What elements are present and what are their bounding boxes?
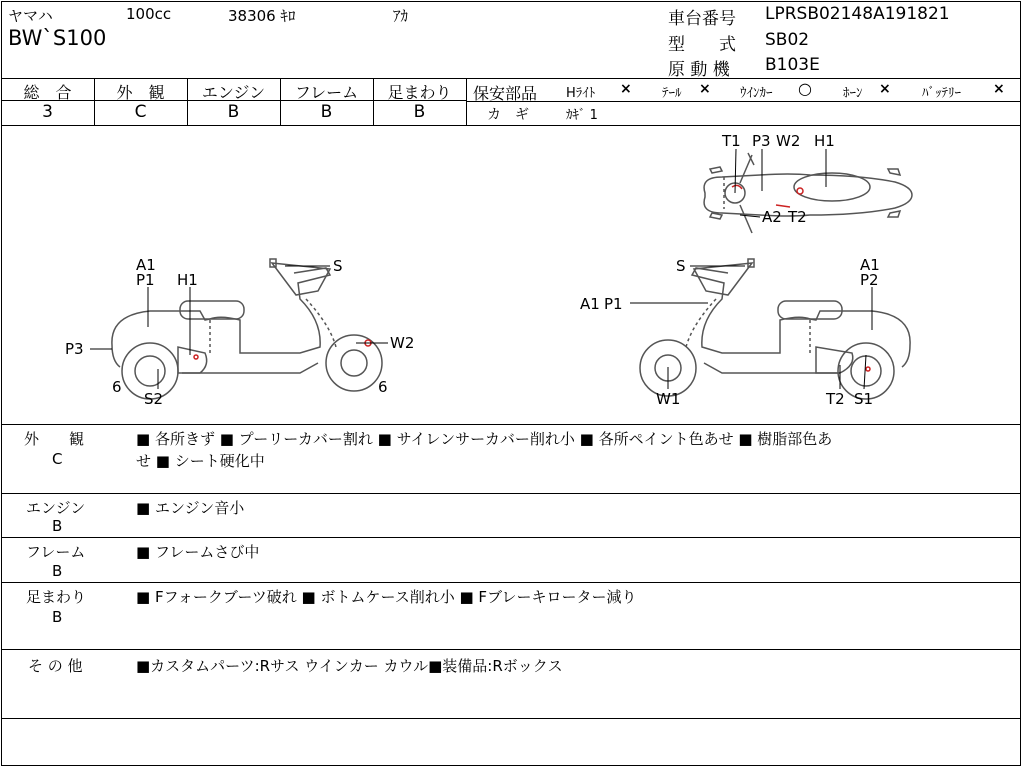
- key-label: カ ギ: [487, 107, 529, 123]
- remark-label: そ の 他: [28, 657, 83, 675]
- maker: ヤマハ: [8, 7, 53, 25]
- damage-diagram: [0, 125, 1024, 425]
- grade-suspension-value: B: [413, 102, 426, 122]
- color: ｱｶ: [393, 7, 409, 25]
- diagram-label: 6: [378, 378, 388, 396]
- diagram-label: W2: [390, 334, 415, 352]
- chassis-label: 車台番号: [668, 9, 736, 29]
- diagram-label: T2: [788, 208, 807, 226]
- type-label: 型 式: [668, 35, 736, 55]
- diagram-label: S: [676, 257, 686, 275]
- grade-frame-label: フレーム: [294, 83, 359, 102]
- divider: [466, 101, 1021, 102]
- model-name: BW`S100: [8, 26, 107, 50]
- safety-item-status: ○: [798, 79, 812, 98]
- divider: [1, 493, 1021, 494]
- engine-model-value: B103E: [765, 55, 820, 75]
- divider: [1, 537, 1021, 538]
- diagram-label: A1: [860, 256, 880, 274]
- displacement: 100cc: [126, 5, 172, 23]
- remark-grade: B: [52, 562, 63, 580]
- safety-item-status: ×: [993, 81, 1005, 97]
- remark-grade: C: [52, 450, 63, 468]
- safety-parts-label: 保安部品: [473, 84, 538, 103]
- diagram-labels: [65, 132, 880, 408]
- divider: [1, 649, 1021, 650]
- remark-label: エンジン: [26, 499, 86, 517]
- diagram-label: P3: [65, 340, 84, 358]
- remark-text: ■ フレームさび中: [136, 543, 260, 561]
- diagram-label: A2: [762, 208, 782, 226]
- divider: [1, 424, 1021, 425]
- grade-exterior-label: 外 観: [116, 83, 165, 102]
- remark-grade: B: [52, 517, 63, 535]
- diagram-label: T2: [826, 390, 845, 408]
- diagram-label: A1: [136, 256, 156, 274]
- safety-item-name: Hﾗｲﾄ: [566, 86, 596, 101]
- grade-engine-label: エンジン: [201, 83, 266, 102]
- remark-label: フレーム: [26, 543, 86, 561]
- diagram-label: H1: [814, 132, 835, 150]
- chassis-value: LPRSB02148A191821: [765, 4, 950, 24]
- diagram-label: W1: [656, 390, 681, 408]
- safety-item-name: ﾎｰﾝ: [843, 86, 863, 101]
- remark-text: ■ Fフォークブーツ破れ ■ ボトムケース削れ小 ■ Fブレーキローター減り: [136, 588, 637, 606]
- divider: [1, 582, 1021, 583]
- diagram-label: W2: [776, 132, 801, 150]
- safety-item-status: ×: [699, 81, 711, 97]
- safety-item-status: ×: [879, 81, 891, 97]
- grade-frame-value: B: [320, 102, 333, 122]
- type-value: SB02: [765, 30, 810, 50]
- diagram-label: H1: [177, 271, 198, 289]
- diagram-label: P1: [136, 271, 155, 289]
- remark-text: ■ エンジン音小: [136, 499, 245, 517]
- grade-exterior-value: C: [134, 102, 147, 122]
- diagram-label: 6: [112, 378, 122, 396]
- remark-grade: B: [52, 608, 63, 626]
- safety-item-name: ｳｲﾝｶｰ: [740, 86, 773, 101]
- safety-item-status: ×: [620, 81, 632, 97]
- grade-overall-label: 総 合: [23, 83, 72, 102]
- divider: [1, 78, 1021, 79]
- diagram-label: S2: [144, 390, 164, 408]
- mileage: 38306 ｷﾛ: [228, 7, 296, 25]
- safety-item-name: ﾃｰﾙ: [662, 86, 682, 101]
- diagram-label: S: [333, 257, 343, 275]
- diagram-label: P1: [604, 295, 623, 313]
- divider: [1, 718, 1021, 719]
- diagram-label: T1: [722, 132, 741, 150]
- diagram-label: P3: [752, 132, 771, 150]
- grade-overall-value: 3: [42, 102, 53, 122]
- diagram-label: P2: [860, 271, 879, 289]
- divider: [466, 78, 467, 125]
- diagram-label: S1: [854, 390, 874, 408]
- key-value: ｶｷﾞ 1: [566, 108, 598, 123]
- safety-item-name: ﾊﾞｯﾃﾘｰ: [922, 86, 961, 101]
- remark-text: ■カスタムパーツ:Rサス ウインカー カウル■装備品:Rボックス: [136, 657, 563, 675]
- remark-text: ■ 各所きず ■ プーリーカバー割れ ■ サイレンサーカバー削れ小 ■ 各所ペイント色あせ ■ 樹脂部色あ: [136, 430, 833, 448]
- remark-label: 外 観: [24, 430, 85, 448]
- grade-suspension-label: 足まわり: [387, 83, 452, 102]
- remark-text: せ ■ シート硬化中: [136, 452, 265, 470]
- grade-engine-value: B: [227, 102, 240, 122]
- diagram-label: A1: [580, 295, 600, 313]
- engine-model-label: 原 動 機: [668, 60, 730, 80]
- remark-label: 足まわり: [26, 588, 87, 606]
